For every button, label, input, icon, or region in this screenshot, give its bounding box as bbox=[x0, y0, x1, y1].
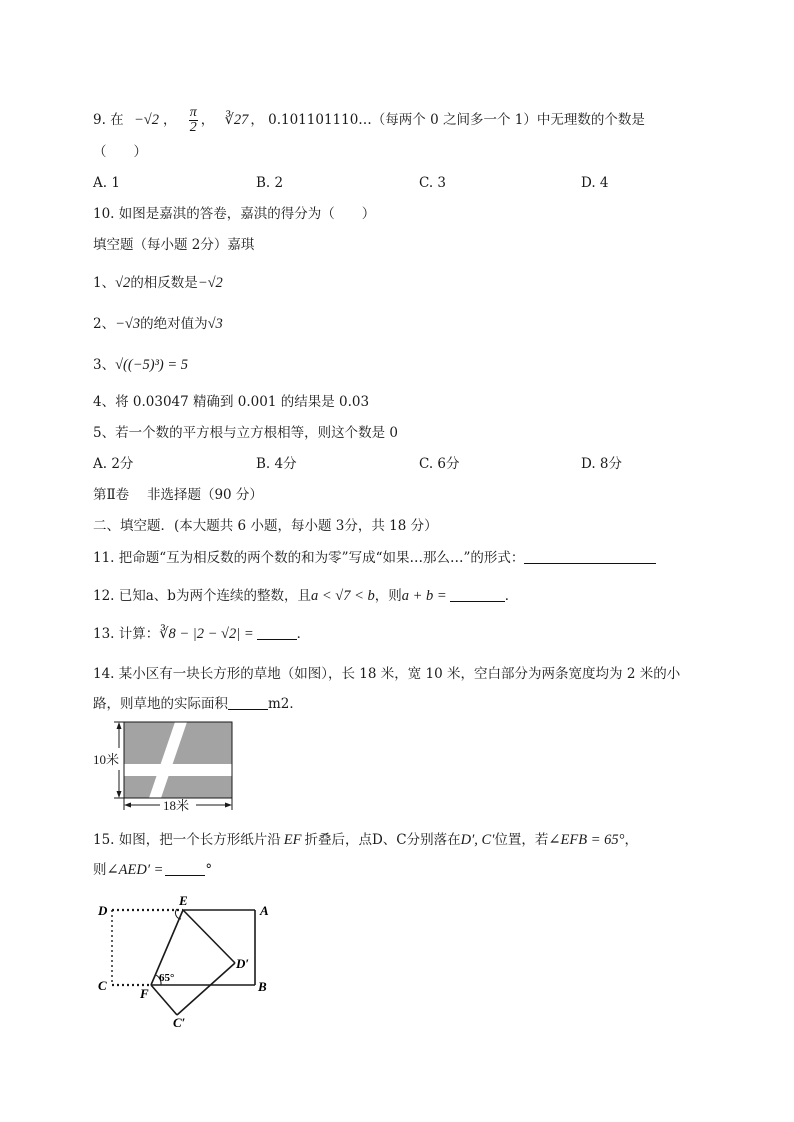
width-label: 18米 bbox=[163, 798, 190, 813]
label-angle-65: 65° bbox=[159, 972, 175, 984]
part2-title: 第Ⅱ卷 非选择题（90 分） bbox=[93, 487, 263, 503]
q14-answer-blank[interactable] bbox=[228, 696, 268, 710]
q9-line: 9. 在 −√2 ， $\frac{\pi}{2}$ ， ∛27 ， 0.101101110…（每两个 0 之间多一个 1）中无理数的个数是 bbox=[93, 105, 645, 135]
label-c-prime: C′ bbox=[173, 1015, 186, 1030]
q12-answer-blank[interactable] bbox=[450, 588, 505, 602]
label-c: C bbox=[98, 978, 107, 993]
q14-line-2: 路，则草地的实际面积 m2． bbox=[93, 696, 303, 712]
q11-answer-blank[interactable] bbox=[524, 550, 656, 564]
q9-option-c[interactable]: C. 3 bbox=[419, 175, 447, 191]
q9-answer-paren: （ ） bbox=[93, 144, 147, 160]
q15-angle-efb: ∠EFB = 65° bbox=[548, 832, 625, 848]
q14-line-1: 14. 某小区有一块长方形的草地（如图），长 18 米，宽 10 米，空白部分为两条宽度均为 2 米的小 bbox=[93, 666, 681, 682]
q14-lawn-figure bbox=[90, 718, 240, 818]
edge-d-prime-c-prime bbox=[177, 963, 235, 1015]
label-d: D bbox=[98, 903, 108, 918]
q12-line: 12. 已知a、b为两个连续的整数，且a < √7 < b，则a + b = ． bbox=[93, 588, 519, 604]
label-d-prime: D′ bbox=[236, 956, 250, 971]
q13-line: 13. 计算：∛8 − |2 − √2| = ． bbox=[93, 626, 311, 642]
q9-option-a[interactable]: A. 1 bbox=[93, 175, 120, 191]
q10-item-4: 4、将 0.03047 精确到 0.001 的结果是 0.03 bbox=[93, 394, 370, 410]
label-b: B bbox=[258, 979, 267, 994]
horizontal-path bbox=[124, 764, 232, 776]
q10-item-2: 2、−√3的绝对值为√3 bbox=[93, 316, 223, 332]
label-e: E bbox=[179, 893, 188, 908]
q9-decimal-text: 0.101101110…（每两个 0 之间多一个 1）中无理数的个数是 bbox=[268, 112, 645, 128]
q11-text: 11. 把命题“互为相反数的两个数的和为零”写成“如果…那么…”的形式： bbox=[93, 550, 525, 566]
q10-item-1: 1、√2的相反数是−√2 bbox=[93, 275, 223, 291]
q10-option-b[interactable]: B. 4分 bbox=[256, 456, 297, 472]
q9-expr-pi-over-2: $\frac{\pi}{2}$ bbox=[189, 105, 197, 135]
q9-number: 9. 在 bbox=[93, 112, 124, 128]
edge-ed-prime bbox=[183, 910, 235, 963]
q10-option-a[interactable]: A. 2分 bbox=[93, 456, 134, 472]
height-label: 10米 bbox=[93, 752, 120, 767]
q15-answer-blank[interactable] bbox=[165, 862, 205, 876]
q15-line-2: 则∠AED′ = ° bbox=[93, 862, 213, 878]
part2-section-heading: 二、填空题．(本大题共 6 小题，每小题 3分，共 18 分） bbox=[93, 518, 438, 534]
q15-folding-figure bbox=[95, 893, 280, 1033]
q13-answer-blank[interactable] bbox=[257, 626, 297, 640]
edge-c-prime-f bbox=[151, 985, 177, 1015]
q9-option-b[interactable]: B. 2 bbox=[256, 175, 284, 191]
q10-stem: 10. 如图是嘉淇的答卷，嘉淇的得分为（ ） bbox=[93, 206, 376, 222]
q12-condition: a < √7 < b bbox=[310, 588, 375, 604]
label-a: A bbox=[260, 903, 269, 918]
q9-expr-cbrt27: ∛27 bbox=[224, 112, 249, 128]
q10-item-5: 5、若一个数的平方根与立方根相等，则这个数是 0 bbox=[93, 425, 398, 441]
q10-option-c[interactable]: C. 6分 bbox=[419, 456, 460, 472]
q15-line-1: 15. 如图，把一个长方形纸片沿 EF 折叠后，点D、C分别落在D′, C′位置，若∠EFB = 65°， bbox=[93, 832, 638, 848]
q9-expr-neg-sqrt2: −√2 bbox=[133, 112, 159, 128]
q15-angle-aed: ∠AED′ = bbox=[106, 862, 164, 878]
q12-expression: a + b = bbox=[401, 588, 447, 604]
q9-option-d[interactable]: D. 4 bbox=[581, 175, 609, 191]
q13-expression: ∛8 − |2 − √2| = bbox=[159, 626, 254, 642]
q10-answer-sheet-header: 填空题（每小题 2分）嘉琪 bbox=[93, 237, 255, 253]
q10-item-3: 3、√((−5)³) = 5 bbox=[93, 357, 189, 373]
q11-line bbox=[93, 549, 656, 567]
q10-option-d[interactable]: D. 8分 bbox=[581, 456, 623, 472]
label-f: F bbox=[140, 986, 149, 1001]
